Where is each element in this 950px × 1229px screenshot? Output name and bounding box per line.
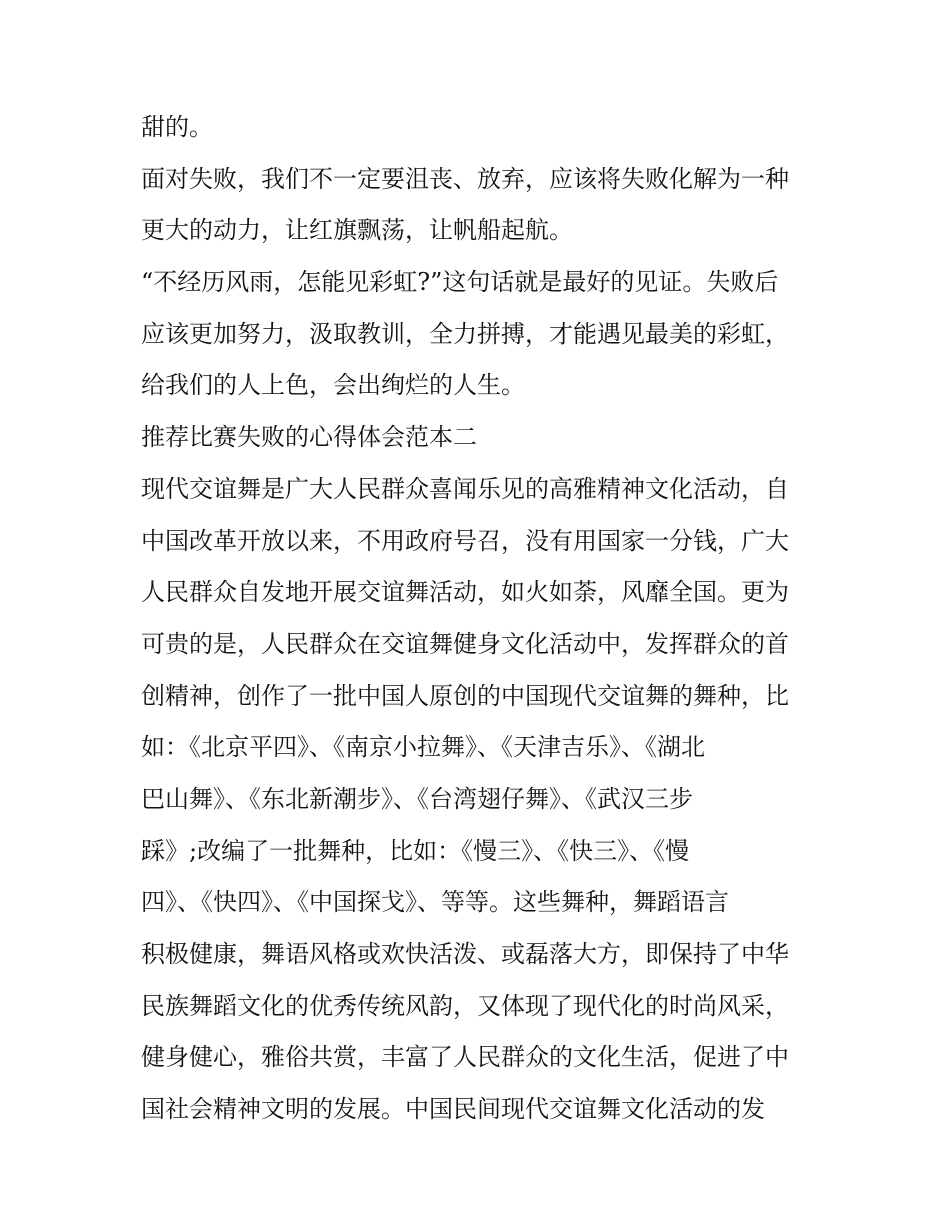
- text-line: 四》、《快四》、《中国探戈》、等等。这些舞种，舞蹈语言: [141, 888, 729, 917]
- text-line: “不经历风雨，怎能见彩虹?”这句话就是最好的见证。失败后: [141, 268, 779, 297]
- text-line: 创精神，创作了一批中国人原创的中国现代交谊舞的舞种，比: [141, 681, 789, 710]
- text-line: 面对失败，我们不一定要沮丧、放弃，应该将失败化解为一种: [141, 164, 789, 193]
- text-line: 巴山舞》、《东北新潮步》、《台湾翅仔舞》、《武汉三步: [141, 784, 693, 813]
- document-body: [141, 102, 821, 1136]
- text-line: 积极健康，舞语风格或欢快活泼、或磊落大方，即保持了中华: [141, 940, 789, 968]
- text-line: 现代交谊舞是广大人民群众喜闻乐见的高雅精神文化活动，自: [141, 474, 789, 503]
- text-line: 人民群众自发地开展交谊舞活动，如火如荼，风靡全国。更为: [141, 578, 789, 607]
- text-line: 国社会精神文明的发展。中国民间现代交谊舞文化活动的发: [141, 1095, 765, 1124]
- text-line: 更大的动力，让红旗飘荡，让帆船起航。: [141, 216, 573, 245]
- text-line: 民族舞蹈文化的优秀传统风韵，又体现了现代化的时尚风采，: [141, 991, 789, 1020]
- text-line: 踩》;改编了一批舞种，比如：《慢三》、《快三》、《慢: [141, 836, 690, 865]
- section-heading: 推荐比赛失败的心得体会范本二: [141, 423, 477, 452]
- text-line: 甜的。: [141, 113, 213, 141]
- text-line: 健身健心，雅俗共赏，丰富了人民群众的文化生活，促进了中: [141, 1043, 789, 1072]
- text-line: 给我们的人上色，会出绚烂的人生。: [141, 371, 525, 400]
- text-line: 中国改革开放以来，不用政府号召，没有用国家一分钱，广大: [141, 526, 789, 555]
- text-line: 可贵的是，人民群众在交谊舞健身文化活动中，发挥群众的首: [141, 629, 789, 658]
- text-line: 应该更加努力，汲取教训，全力拼搏，才能遇见最美的彩虹，: [141, 319, 789, 348]
- text-line: 如：《北京平四》、《南京小拉舞》、《天津吉乐》、《湖北: [141, 733, 705, 762]
